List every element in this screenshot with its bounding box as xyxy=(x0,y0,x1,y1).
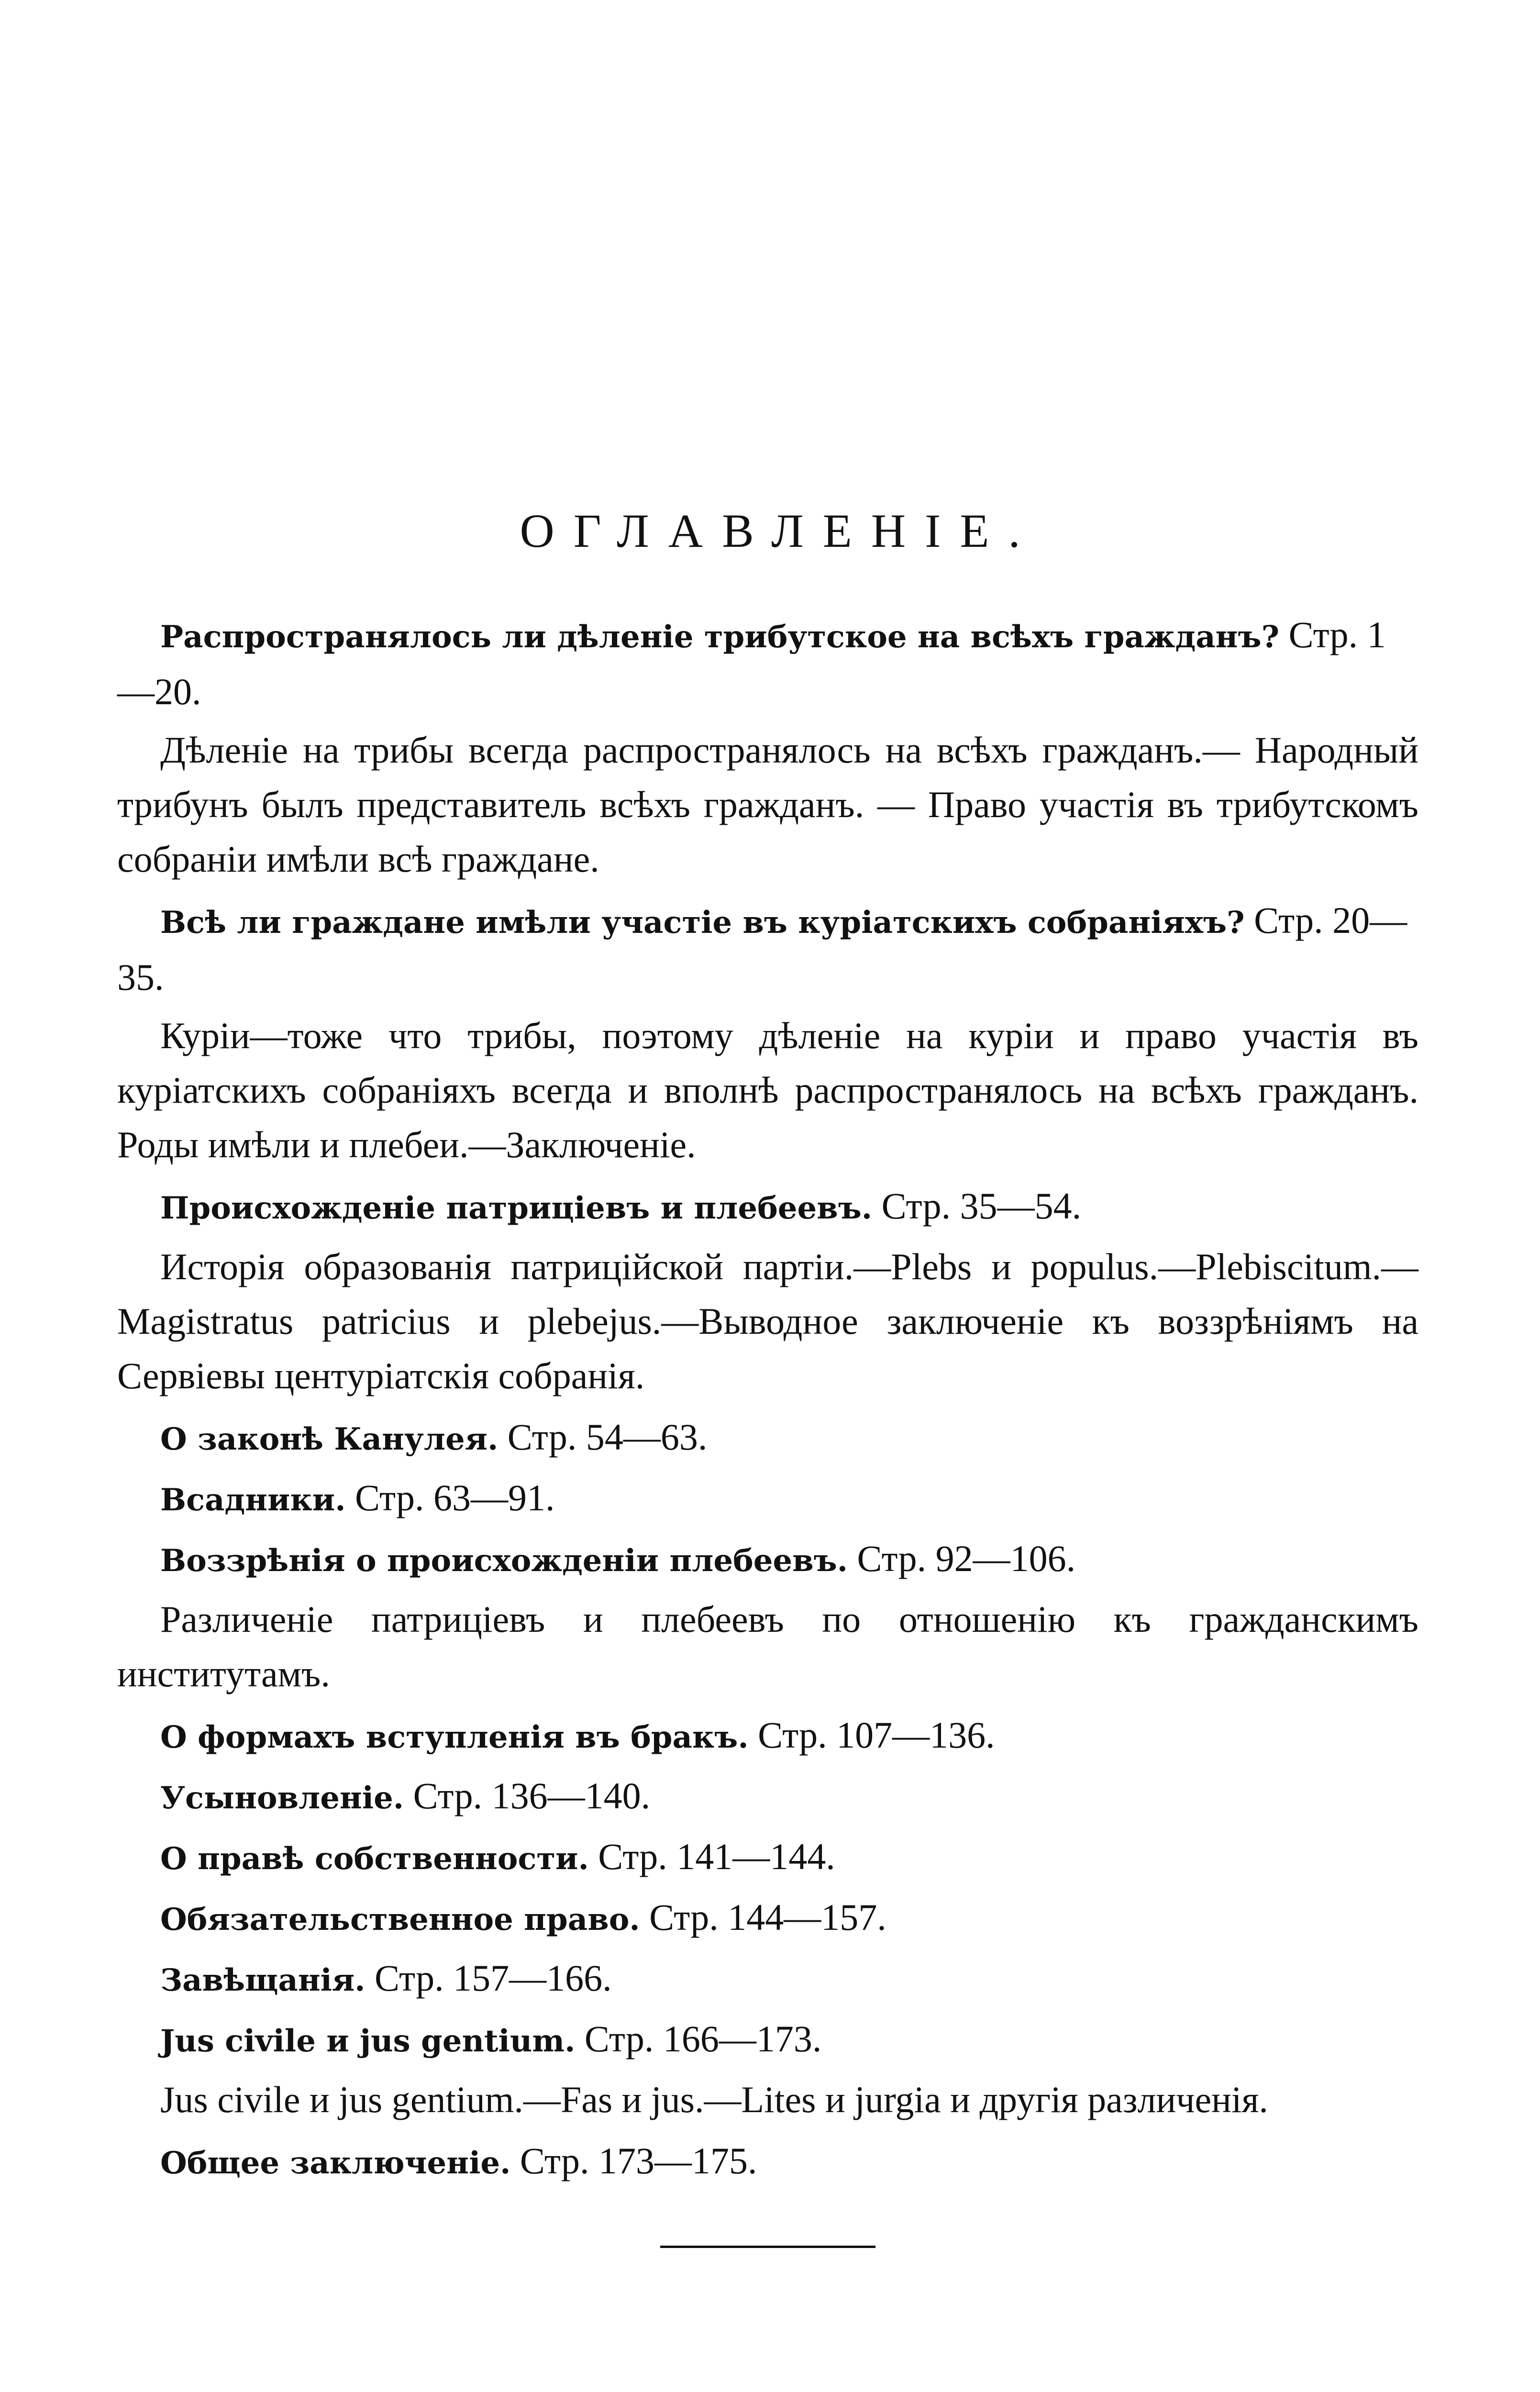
toc-pages: Стр. 136—140. xyxy=(413,1775,651,1816)
toc-pages: Стр. 141—144. xyxy=(598,1836,835,1877)
toc-heading: О формахъ вступленія въ бракъ. xyxy=(160,1719,749,1755)
toc-entry-heading xyxy=(117,893,1418,1005)
toc-entry-heading xyxy=(117,1890,1418,1947)
toc-entry-heading xyxy=(117,1769,1418,1826)
table-of-contents xyxy=(117,608,1418,2194)
toc-pages: Стр. 166—173. xyxy=(584,2018,822,2060)
toc-heading: Обязательственное право. xyxy=(160,1902,640,1938)
toc-heading: Воззрѣнія о происхожденіи плебеевъ. xyxy=(160,1543,848,1579)
toc-pages: Стр. 63—91. xyxy=(355,1477,555,1518)
toc-heading: Всадники. xyxy=(160,1482,346,1518)
toc-entry-heading xyxy=(117,608,1418,719)
toc-summary: Куріи—тоже что трибы, поэтому дѣленіе на куріи и право участія въ куріатскихъ собраніяхъ всегда и вполнѣ распространялось на всѣхъ гражданъ. Роды имѣли и плебеи.—Заключеніе. xyxy=(117,1015,1418,1165)
toc-heading: Распространялось ли дѣленіе трибутское на всѣхъ гражданъ? xyxy=(160,619,1280,655)
toc-entry-heading xyxy=(117,1531,1418,1588)
toc-entry-heading xyxy=(117,2134,1418,2191)
toc-summary: Исторія образованія патрицiйской партіи.—Plebs и populus.—Plebiscitum.—Magistratus patricius и plebejus.—Выводное заключеніе къ воззрѣніямъ на Сервіевы центуріатскія собранія. xyxy=(117,1246,1418,1396)
toc-pages: Стр. 54—63. xyxy=(507,1416,708,1458)
toc-pages: Стр. 157—166. xyxy=(375,1957,612,1999)
toc-pages: Стр. 173—175. xyxy=(520,2140,757,2182)
toc-heading: О законѣ Канулея. xyxy=(160,1421,499,1457)
toc-heading: О правѣ собственности. xyxy=(160,1841,589,1877)
toc-pages: Стр. 20—35. xyxy=(117,899,1407,998)
toc-heading: Происхожденіе патриціевъ и плебеевъ. xyxy=(160,1190,873,1226)
toc-heading: Общее заключеніе. xyxy=(160,2145,511,2181)
toc-summary: Различеніе патриціевъ и плебеевъ по отношенію къ гражданскимъ институтамъ. xyxy=(117,1598,1418,1694)
toc-heading: Завѣщанія. xyxy=(160,1962,366,1998)
toc-entry-heading xyxy=(117,1410,1418,1467)
toc-entry-heading xyxy=(117,1471,1418,1528)
toc-entry-heading xyxy=(117,1708,1418,1765)
toc-summary: Дѣленіе на трибы всегда распространялось на всѣхъ гражданъ.— Народный трибунъ былъ представитель всѣхъ гражданъ. — Право участія въ трибутскомъ собраніи имѣли всѣ граждане. xyxy=(117,729,1418,880)
end-rule-divider xyxy=(660,2246,875,2248)
toc-summary: Jus civile и jus gentium.—Fas и jus.—Lites и jurgia и другія различенія. xyxy=(160,2079,1268,2120)
toc-entry-heading xyxy=(117,1829,1418,1886)
toc-heading: Усыновленіе. xyxy=(160,1780,404,1816)
toc-heading: Jus civile и jus gentium. xyxy=(160,2023,576,2059)
toc-entry-heading xyxy=(117,1179,1418,1236)
toc-entry-heading xyxy=(117,1951,1418,2008)
toc-pages: Стр. 144—157. xyxy=(649,1896,886,1938)
toc-pages: Стр. 1—20. xyxy=(117,614,1386,712)
page-title: ОГЛАВЛЕНІЕ. xyxy=(520,504,1040,557)
toc-heading: Всѣ ли граждане имѣли участіе въ куріатскихъ собраніяхъ? xyxy=(160,905,1245,941)
toc-pages: Стр. 35—54. xyxy=(881,1185,1082,1227)
toc-pages: Стр. 92—106. xyxy=(857,1538,1076,1579)
toc-entry-heading xyxy=(117,2012,1418,2069)
toc-pages: Стр. 107—136. xyxy=(758,1714,995,1756)
